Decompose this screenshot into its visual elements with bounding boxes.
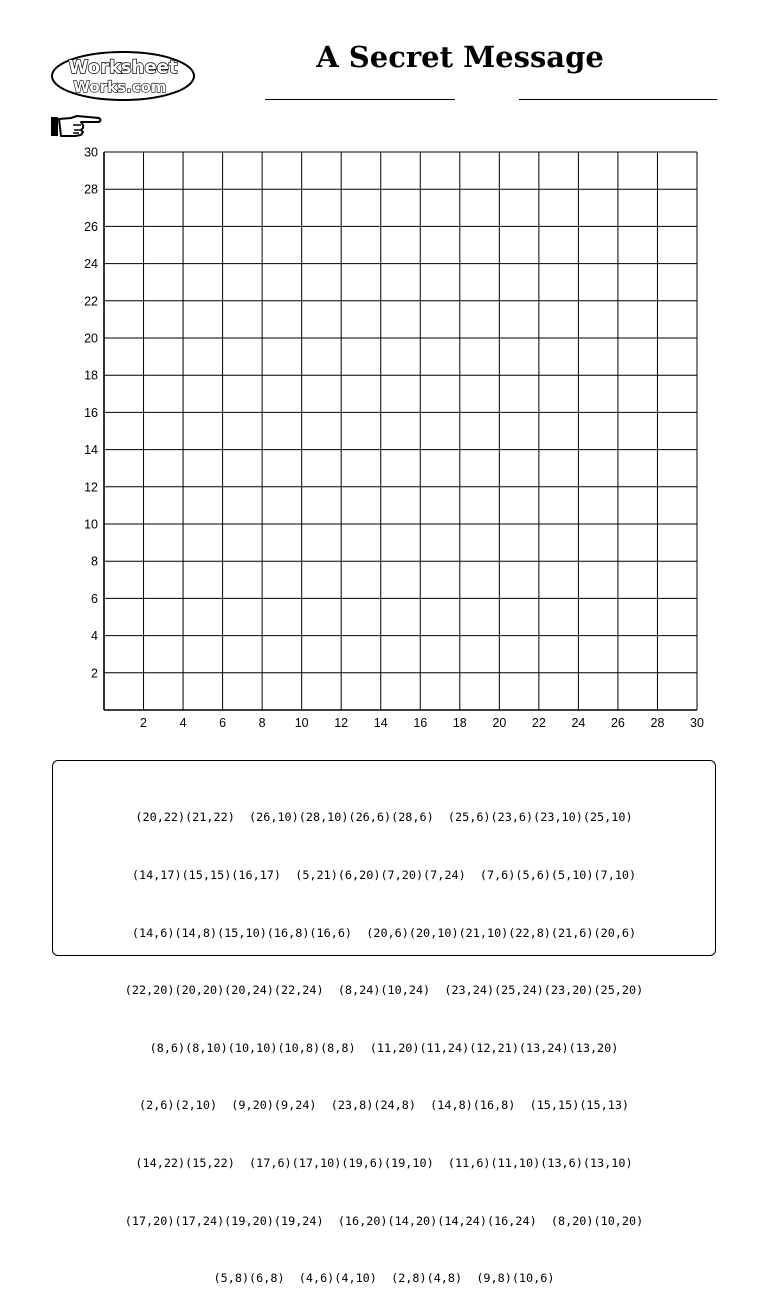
y-tick-label: 8 [91,554,98,569]
coordinate-line: (8,6)(8,10)(10,10)(10,8)(8,8) (11,20)(11,24)(12,21)(13,24)(13,20) [149,1040,619,1055]
y-tick-label: 10 [84,517,98,532]
coordinate-line: (17,20)(17,24)(19,20)(19,24) (16,20)(14,20)(14,24)(16,24) (8,20)(10,20) [124,1213,644,1228]
y-tick-label: 20 [84,331,98,346]
x-tick-label: 8 [258,716,266,730]
logo-text-line1: Worksheet [68,57,178,78]
y-tick-label: 26 [84,219,98,234]
x-tick-label: 28 [650,716,665,730]
x-tick-label: 18 [452,716,467,730]
y-tick-label: 12 [84,480,98,495]
x-tick-label: 4 [179,716,187,730]
y-tick-label: 14 [84,443,98,458]
coordinate-line: (5,8)(6,8) (4,6)(4,10) (2,8)(4,8) (9,8)(10,6) [213,1271,555,1286]
x-tick-label: 12 [334,716,349,730]
x-tick-label: 30 [690,716,704,730]
coordinate-list [52,770,716,1308]
x-tick-label: 16 [413,716,428,730]
y-tick-label: 28 [84,182,98,197]
y-tick-label: 30 [84,145,98,160]
y-tick-label: 2 [91,666,98,681]
coordinate-line: (2,6)(2,10) (9,20)(9,24) (23,8)(24,8) (14,8)(16,8) (15,15)(15,13) [138,1098,630,1113]
x-tick-label: 2 [140,716,148,730]
y-tick-label: 18 [84,368,98,383]
grid-lines [104,152,697,710]
y-tick-label: 4 [91,629,98,644]
x-tick-label: 24 [571,716,586,730]
page-title: A Secret Message [316,40,604,74]
x-tick-label: 20 [492,716,507,730]
y-tick-label: 24 [84,257,98,272]
coordinate-line: (22,20)(20,20)(20,24)(22,24) (8,24)(10,24) (23,24)(25,24)(23,20)(25,20) [124,983,644,998]
x-tick-label: 14 [373,716,388,730]
y-tick-label: 16 [84,405,98,420]
y-tick-label: 6 [91,591,98,606]
coordinate-line: (14,17)(15,15)(16,17) (5,21)(6,20)(7,20)(7,24) (7,6)(5,6)(5,10)(7,10) [131,868,637,883]
x-tick-label: 22 [531,716,546,730]
coordinate-line: (14,22)(15,22) (17,6)(17,10)(19,6)(19,10) (11,6)(11,10)(13,6)(13,10) [135,1156,633,1171]
y-tick-label: 22 [84,294,98,309]
coordinate-line: (14,6)(14,8)(15,10)(16,8)(16,6) (20,6)(20,10)(21,10)(22,8)(21,6)(20,6) [131,925,637,940]
y-axis-labels [84,146,98,681]
coordinate-line: (20,22)(21,22) (26,10)(28,10)(26,6)(28,6) (25,6)(23,6)(23,10)(25,10) [135,810,633,825]
x-tick-label: 10 [294,716,309,730]
x-axis-labels [140,716,704,730]
x-tick-label: 6 [219,716,227,730]
logo-text-line2: Works.com [73,78,167,96]
x-tick-label: 26 [610,716,625,730]
